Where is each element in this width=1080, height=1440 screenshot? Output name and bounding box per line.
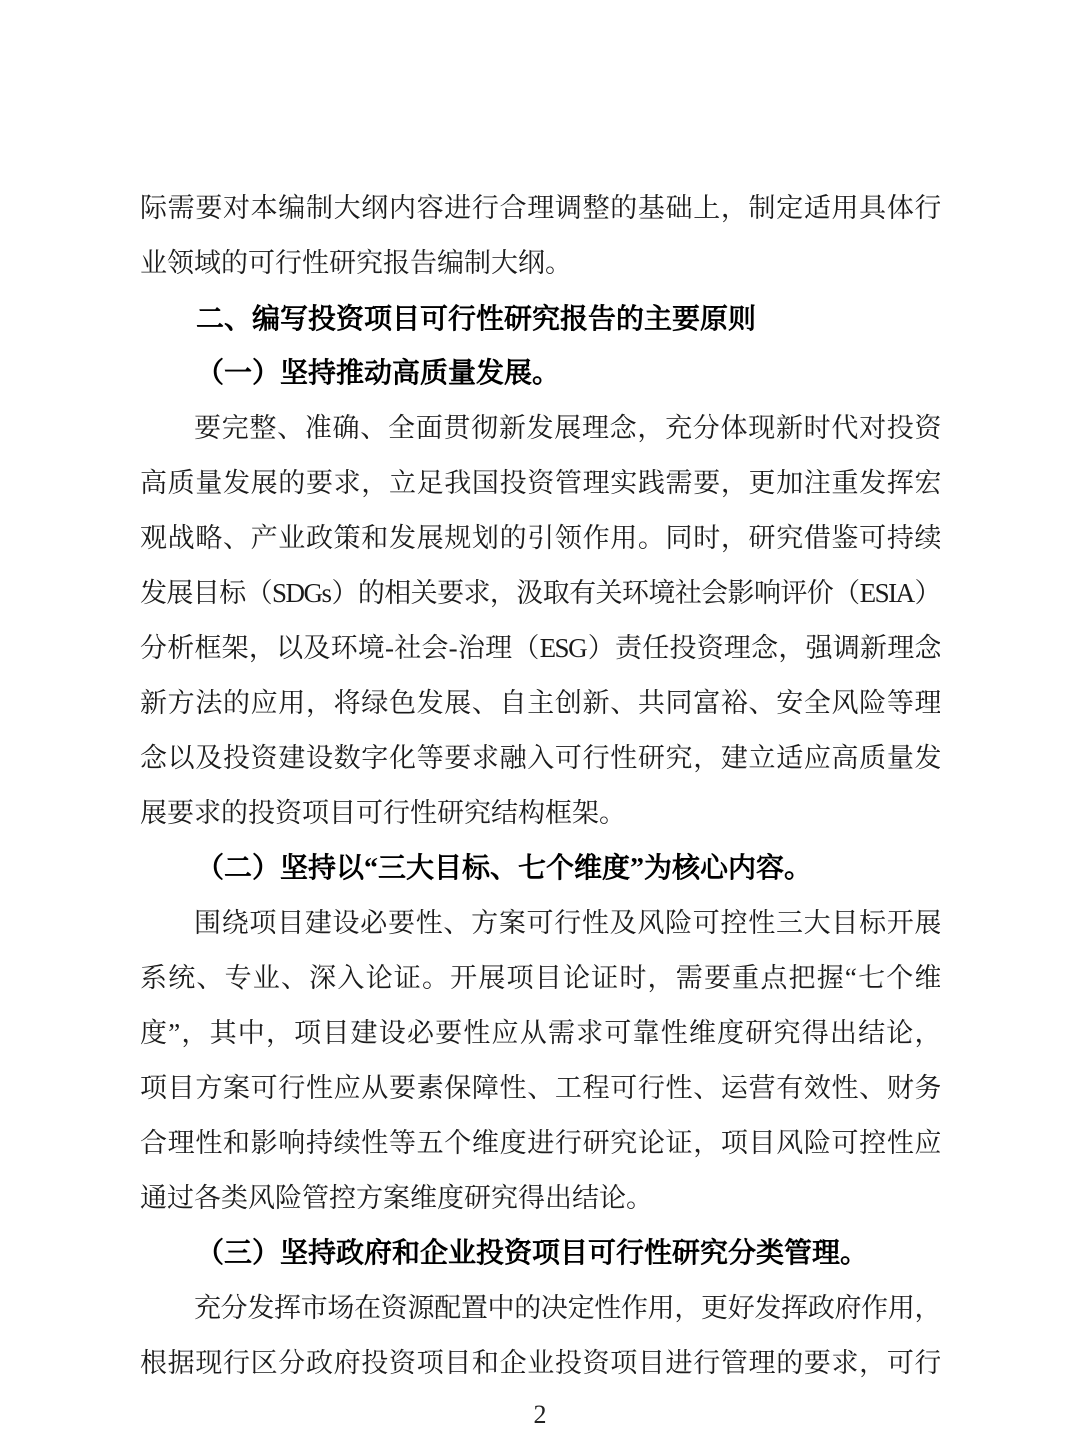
principle-1-paragraph-line: 展要求的投资项目可行性研究结构框架。 — [140, 798, 626, 828]
principle-2-paragraph-line: 通过各类风险管控方案维度研究得出结论。 — [140, 1183, 653, 1213]
principle-1-paragraph-line: 要完整、准确、全面贯彻新发展理念，充分体现新时代对投资 — [194, 413, 940, 443]
principle-2-heading-line: （二）坚持以“三大目标、七个维度”为核心内容。 — [196, 853, 813, 884]
principle-3-paragraph-line: 根据现行区分政府投资项目和企业投资项目进行管理的要求，可行 — [140, 1348, 940, 1378]
main-heading-line: 二、编写投资项目可行性研究报告的主要原则 — [196, 303, 757, 334]
continued-paragraph-line: 际需要对本编制大纲内容进行合理调整的基础上，制定适用具体行 — [140, 193, 940, 223]
page-footer — [0, 1400, 1080, 1430]
document-content — [140, 181, 940, 1391]
principle-1-paragraph-line: 新方法的应用，将绿色发展、自主创新、共同富裕、安全风险等理 — [140, 688, 940, 718]
principle-2-paragraph-line: 系统、专业、深入论证。开展项目论证时，需要重点把握“七个维 — [140, 963, 940, 993]
page-number: 2 — [533, 1400, 547, 1429]
principle-2-paragraph-line: 项目方案可行性应从要素保障性、工程可行性、运营有效性、财务 — [140, 1073, 940, 1103]
principle-1-paragraph-line: 高质量发展的要求，立足我国投资管理实践需要，更加注重发挥宏 — [140, 468, 940, 498]
principle-1-paragraph-line: 念以及投资建设数字化等要求融入可行性研究，建立适应高质量发 — [140, 743, 940, 773]
principle-2-paragraph-line: 合理性和影响持续性等五个维度进行研究论证，项目风险可控性应 — [140, 1128, 940, 1158]
principle-2-paragraph-line: 度”，其中，项目建设必要性应从需求可靠性维度研究得出结论， — [140, 1018, 940, 1048]
principle-3-paragraph-line: 充分发挥市场在资源配置中的决定性作用，更好发挥政府作用， — [194, 1293, 940, 1323]
principle-1-paragraph-line: 观战略、产业政策和发展规划的引领作用。同时，研究借鉴可持续 — [140, 523, 940, 553]
principle-1-paragraph-line: 分析框架，以及环境-社会-治理（ESG）责任投资理念，强调新理念 — [140, 633, 940, 663]
principle-3-heading-line: （三）坚持政府和企业投资项目可行性研究分类管理。 — [196, 1238, 869, 1269]
principle-2-paragraph-line: 围绕项目建设必要性、方案可行性及风险可控性三大目标开展 — [194, 908, 940, 938]
principle-1-paragraph-line: 发展目标（SDGs）的相关要求，汲取有关环境社会影响评价（ESIA） — [140, 578, 940, 608]
principle-1-heading-line: （一）坚持推动高质量发展。 — [196, 358, 561, 389]
continued-paragraph-line: 业领域的可行性研究报告编制大纲。 — [140, 248, 572, 278]
